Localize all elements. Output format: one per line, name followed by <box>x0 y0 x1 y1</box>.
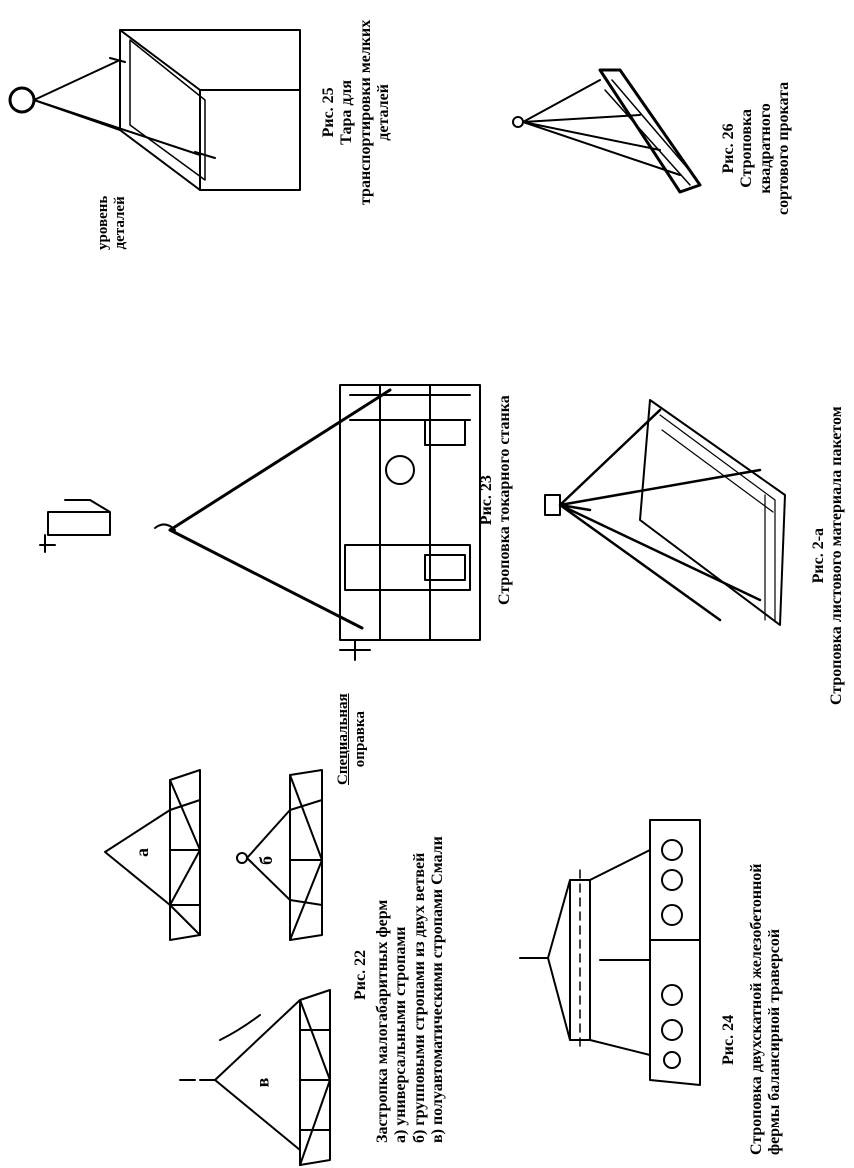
bar-bundle-drawing <box>513 70 700 192</box>
fig22-caption-body <box>374 836 448 1143</box>
fig22-caption-head <box>352 950 370 1000</box>
fig22-item-v: в) полуавтоматическими стропами Смали <box>429 836 447 1143</box>
fig25-title-line2: транспортировки мелких <box>356 19 374 205</box>
fig22-title: Застропка малогабаритных ферм <box>374 899 391 1143</box>
fig22-number: Рис. 22 <box>352 949 369 1000</box>
fig26-caption <box>720 82 794 215</box>
truss-letter-a: а <box>132 848 152 857</box>
fig2a-title: Строповка листового материала пакетом <box>828 406 846 705</box>
lathe-drawing <box>40 385 480 660</box>
beam-traverse-drawing <box>520 820 700 1085</box>
special-label-line1: Специальная <box>335 693 351 785</box>
level-line1: уровень <box>95 195 111 250</box>
special-label-line2: оправка <box>352 711 369 768</box>
fig25-title-line3: деталей <box>375 84 393 141</box>
fig23-title: Строповка токарного станка <box>496 395 514 605</box>
fig22-item-b: б) групповыми стропами из двух ветвей <box>410 852 428 1143</box>
special-mandrel-label <box>335 693 370 785</box>
fig25-number: Рис. 25 <box>320 87 337 138</box>
level-line2: деталей <box>112 196 129 250</box>
fig24-title-line1: Строповка двухскатной железобетонной <box>748 863 765 1155</box>
fig2a-caption <box>810 406 847 705</box>
fig24-caption-head <box>720 1015 738 1065</box>
truss-letter-v: в <box>252 1077 273 1088</box>
fig24-number: Рис. 24 <box>720 1014 737 1065</box>
fig24-title-line2: фермы балансирной траверсой <box>766 928 784 1155</box>
truss-letter-b: б <box>256 856 276 865</box>
fig25-level-label <box>95 196 130 250</box>
fig26-title-line3: сортового проката <box>775 81 793 215</box>
sheet-pack-drawing <box>545 400 785 625</box>
fig22-item-a: а) универсальными стропами <box>392 926 410 1143</box>
container-drawing <box>10 30 300 190</box>
fig24-caption-body <box>748 863 785 1155</box>
fig26-title-line2: квадратного <box>756 103 774 194</box>
truss-drawings <box>105 770 330 1165</box>
fig26-title-line1: Строповка <box>738 109 756 188</box>
fig23-caption <box>478 395 515 605</box>
fig23-number: Рис. 23 <box>478 475 495 526</box>
fig26-number: Рис. 26 <box>720 123 737 174</box>
fig25-caption <box>320 20 394 205</box>
fig25-title-line1: Тара для <box>338 79 356 145</box>
fig2a-number: Рис. 2-а <box>810 527 827 584</box>
